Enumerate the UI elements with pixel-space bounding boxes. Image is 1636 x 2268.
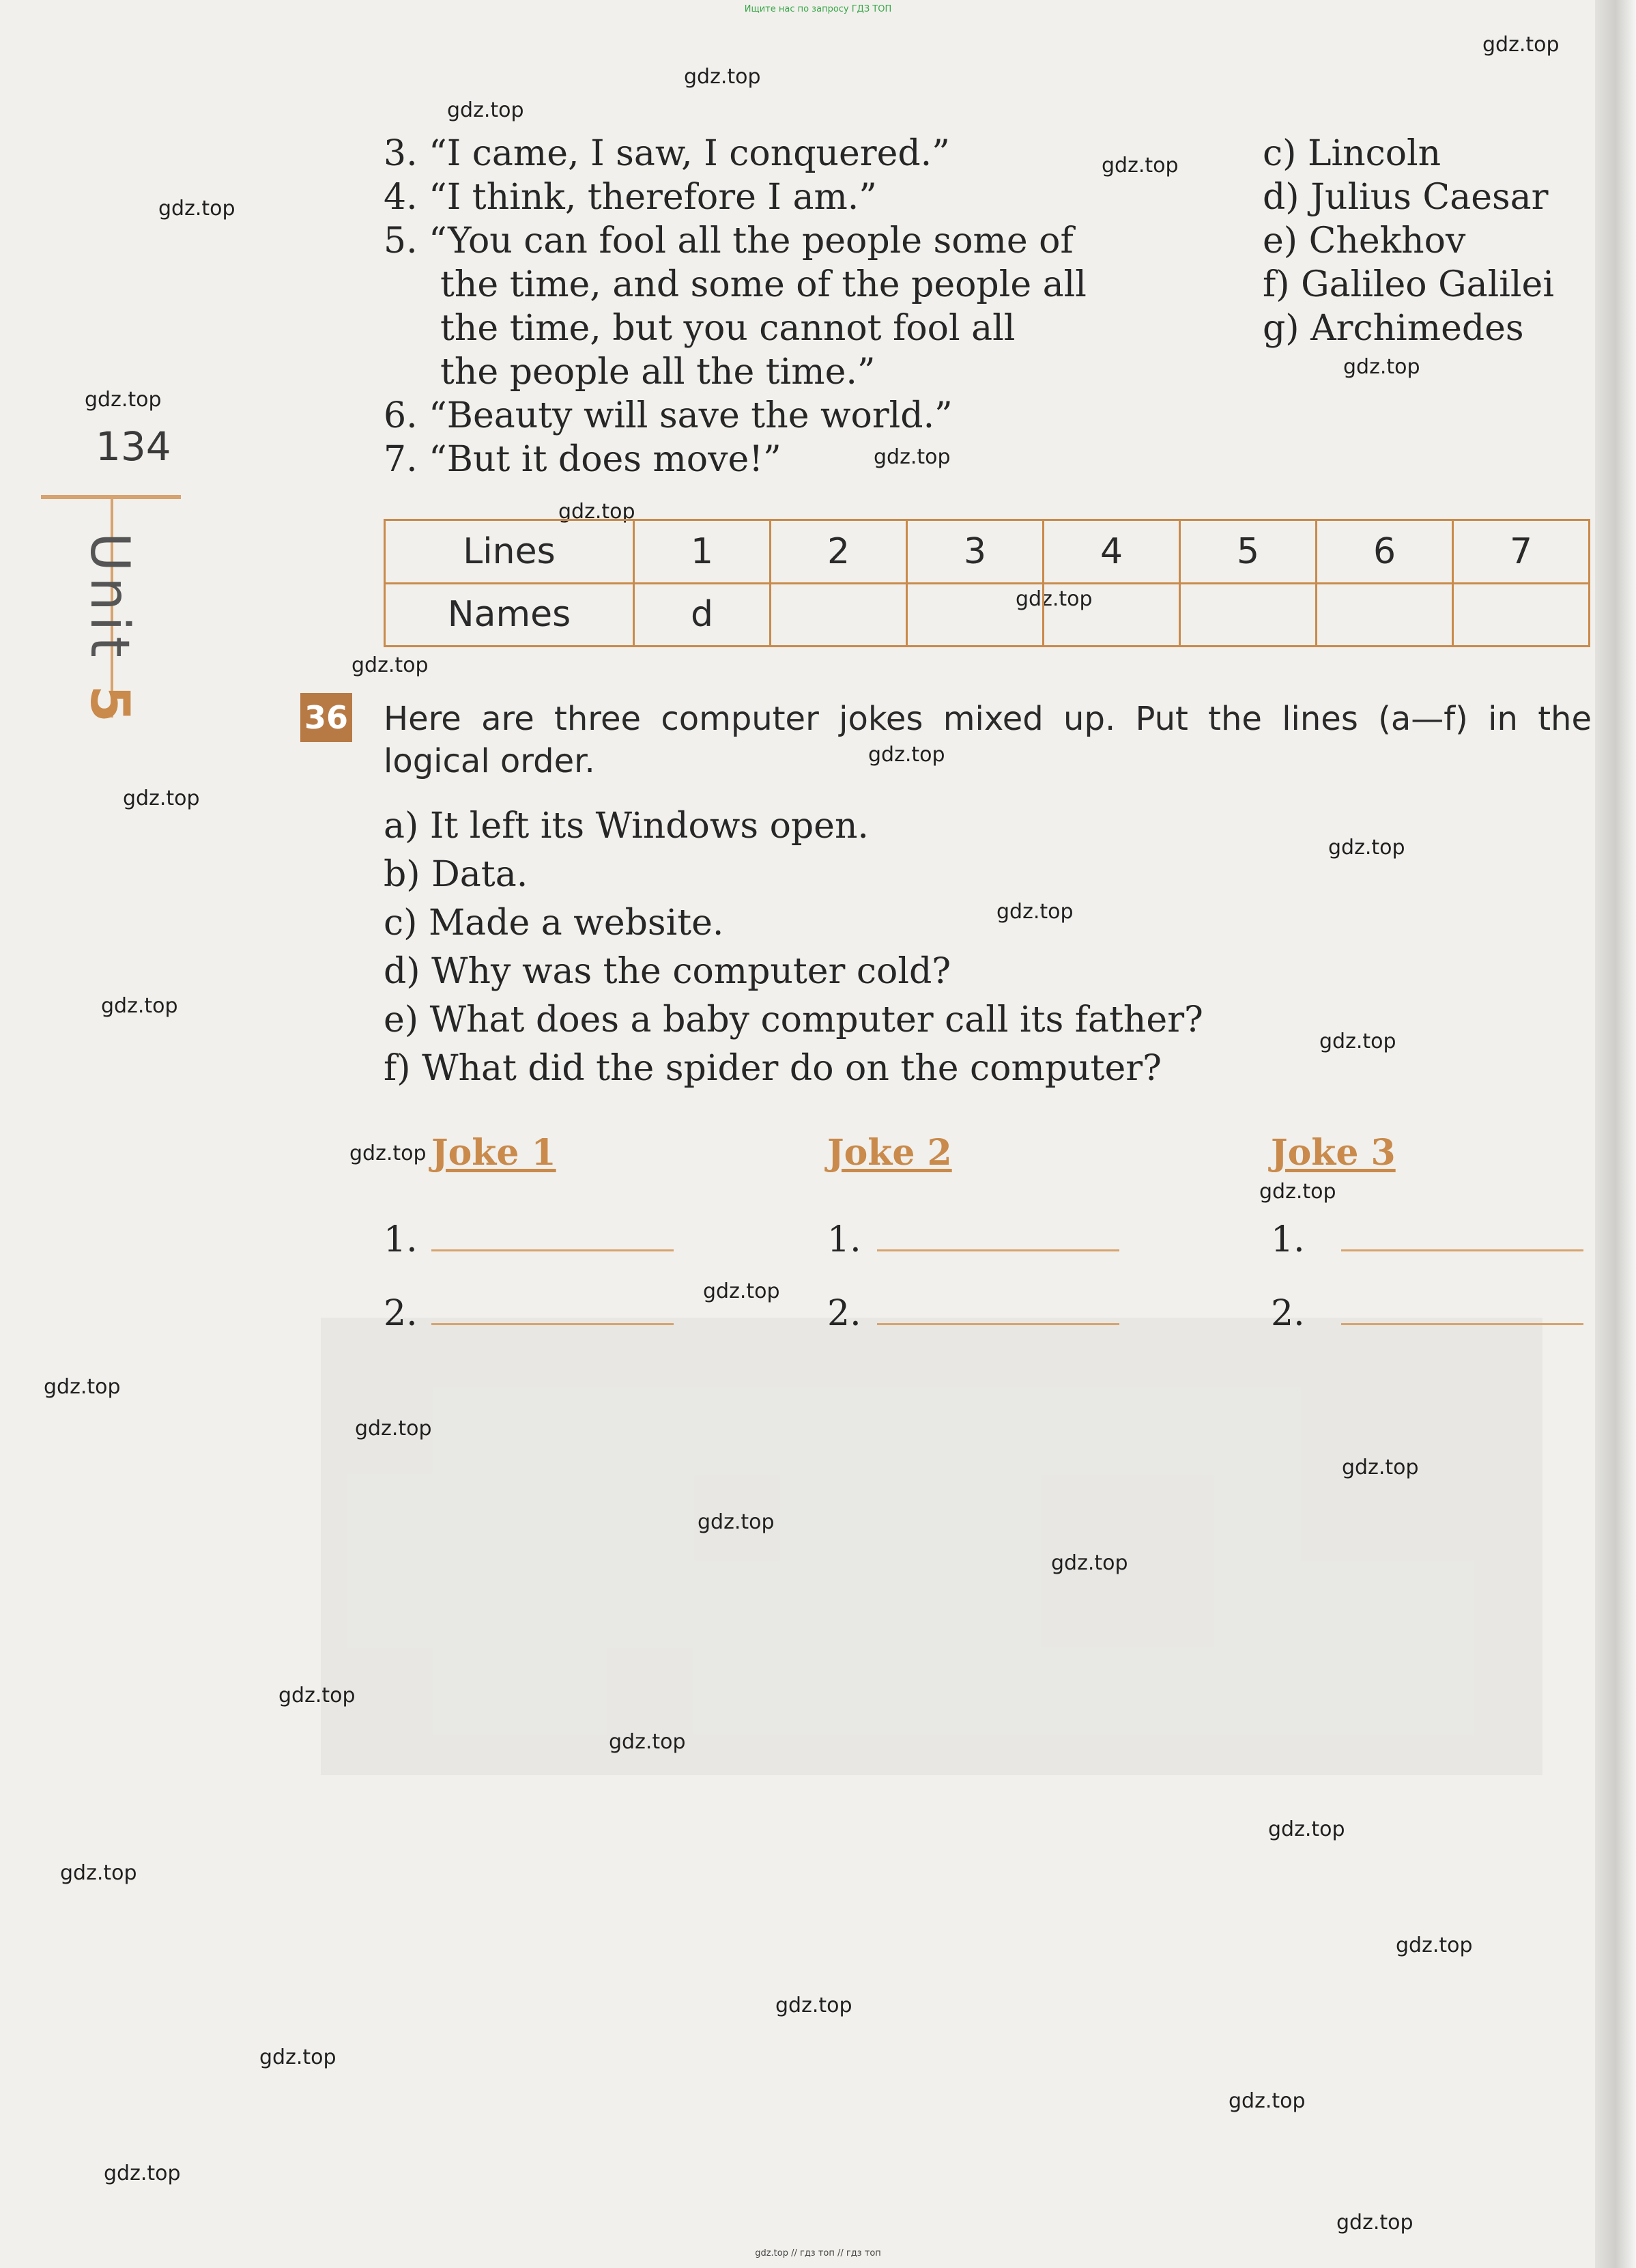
joke-line-item: d) Why was the computer cold? xyxy=(384,951,951,992)
quote-line: 3. “I came, I saw, I conquered.” xyxy=(384,133,950,174)
watermark: gdz.top xyxy=(868,743,945,767)
answer-cell[interactable] xyxy=(1180,583,1317,647)
watermark: gdz.top xyxy=(1396,1933,1473,1957)
answer-cell[interactable] xyxy=(771,583,907,647)
quote-line: 4. “I think, therefore I am.” xyxy=(384,177,877,218)
table-header-cell: 1 xyxy=(634,520,771,584)
joke-line-item: f) What did the spider do on the computer? xyxy=(384,1048,1162,1089)
watermark: gdz.top xyxy=(698,1510,775,1534)
joke-2-line-2-blank[interactable] xyxy=(877,1323,1119,1325)
table-header-cell: 4 xyxy=(1044,520,1180,584)
joke-line-item: a) It left its Windows open. xyxy=(384,806,869,847)
joke-2-line-2-number: 2. xyxy=(827,1293,861,1334)
joke-3-line-1-blank[interactable] xyxy=(1341,1249,1583,1251)
watermark: gdz.top xyxy=(104,2161,181,2185)
name-option: c) Lincoln xyxy=(1263,133,1441,174)
watermark: gdz.top xyxy=(259,2045,336,2069)
table-header-cell: 2 xyxy=(771,520,907,584)
table-row-label: Names xyxy=(385,583,634,647)
table-header-cell: 3 xyxy=(907,520,1044,584)
answer-cell[interactable] xyxy=(1453,583,1590,647)
name-option: e) Chekhov xyxy=(1263,221,1466,261)
watermark: gdz.top xyxy=(85,388,162,412)
joke-2-line-1-number: 1. xyxy=(827,1219,861,1260)
joke-3-line-2-blank[interactable] xyxy=(1341,1323,1583,1325)
watermark: gdz.top xyxy=(123,786,200,810)
watermark: gdz.top xyxy=(1342,1456,1419,1479)
table-row xyxy=(385,520,1590,584)
watermark: gdz.top xyxy=(1328,836,1405,860)
joke-2-line-1-blank[interactable] xyxy=(877,1249,1119,1251)
watermark: gdz.top xyxy=(703,1279,780,1303)
quote-line: the time, and some of the people all xyxy=(440,264,1087,305)
watermark: gdz.top xyxy=(355,1417,432,1441)
watermark: gdz.top xyxy=(609,1730,686,1754)
watermark: gdz.top xyxy=(775,1994,852,2017)
quote-line: 5. “You can fool all the people some of xyxy=(384,221,1074,261)
answer-cell[interactable] xyxy=(1044,583,1180,647)
joke-line-item: c) Made a website. xyxy=(384,903,724,944)
watermark: gdz.top xyxy=(684,65,761,89)
joke-2-title: Joke 2 xyxy=(827,1132,952,1174)
watermark: gdz.top xyxy=(278,1684,356,1707)
answer-cell[interactable] xyxy=(1317,583,1453,647)
watermark: gdz.top xyxy=(1343,355,1420,379)
watermark: gdz.top xyxy=(60,1861,137,1885)
watermark: gdz.top xyxy=(1259,1180,1336,1204)
watermark: gdz.top xyxy=(351,653,429,677)
top-search-link[interactable]: Ищите нас по запросу ГДЗ ТОП xyxy=(744,4,892,14)
unit-label xyxy=(78,533,140,728)
page-edge-shadow xyxy=(1595,0,1636,2268)
table-header-cell: 5 xyxy=(1180,520,1317,584)
joke-3-line-2-number: 2. xyxy=(1271,1293,1305,1334)
joke-1-line-2-blank[interactable] xyxy=(431,1323,674,1325)
name-option: d) Julius Caesar xyxy=(1263,177,1549,218)
watermark: gdz.top xyxy=(1336,2211,1413,2235)
unit-number: 5 xyxy=(78,685,140,728)
quote-line: 6. “Beauty will save the world.” xyxy=(384,395,953,436)
watermark: gdz.top xyxy=(1482,33,1560,57)
quote-line: the people all the time.” xyxy=(440,352,876,393)
joke-3-line-1-number: 1. xyxy=(1271,1219,1305,1260)
watermark: gdz.top xyxy=(101,994,178,1018)
name-option: f) Galileo Galilei xyxy=(1263,264,1554,305)
quote-line: the time, but you cannot fool all xyxy=(440,308,1016,349)
exercise-instruction: Here are three computer jokes mixed up. Put the lines (a—f) in the logical order. xyxy=(384,700,1592,780)
watermark: gdz.top xyxy=(1268,1817,1345,1841)
table-header-cell: 6 xyxy=(1317,520,1453,584)
watermark: gdz.top xyxy=(44,1375,121,1399)
watermark: gdz.top xyxy=(996,900,1074,924)
table-header-cell: 7 xyxy=(1453,520,1590,584)
watermark: gdz.top xyxy=(349,1142,427,1165)
unit-word: Unit xyxy=(78,533,140,663)
watermark: gdz.top xyxy=(1016,587,1093,611)
watermark: gdz.top xyxy=(1229,2089,1306,2113)
answer-cell[interactable] xyxy=(907,583,1044,647)
joke-line-item: e) What does a baby computer call its father? xyxy=(384,1000,1203,1040)
joke-1-title: Joke 1 xyxy=(431,1132,556,1174)
watermark: gdz.top xyxy=(1319,1030,1396,1053)
joke-line-item: b) Data. xyxy=(384,854,528,895)
watermark: gdz.top xyxy=(874,445,951,469)
table-row xyxy=(385,583,1590,647)
bleed-through-box xyxy=(321,1318,1542,1775)
matching-table xyxy=(384,519,1590,647)
exercise-number-badge: 36 xyxy=(300,693,352,742)
bottom-link[interactable]: gdz.top // гдз топ // гдз топ xyxy=(755,2248,881,2258)
joke-1-line-1-blank[interactable] xyxy=(431,1249,674,1251)
answer-cell[interactable]: d xyxy=(634,583,771,647)
joke-1-line-1-number: 1. xyxy=(384,1219,418,1260)
watermark: gdz.top xyxy=(1051,1551,1128,1575)
quote-line: 7. “But it does move!” xyxy=(384,439,781,480)
watermark: gdz.top xyxy=(158,197,235,221)
table-header-cell: Lines xyxy=(385,520,634,584)
page-number: 134 xyxy=(96,423,171,470)
watermark: gdz.top xyxy=(558,500,635,524)
watermark: gdz.top xyxy=(447,98,524,122)
name-option: g) Archimedes xyxy=(1263,308,1524,349)
watermark: gdz.top xyxy=(1102,154,1179,178)
joke-1-line-2-number: 2. xyxy=(384,1293,418,1334)
joke-3-title: Joke 3 xyxy=(1271,1132,1396,1174)
